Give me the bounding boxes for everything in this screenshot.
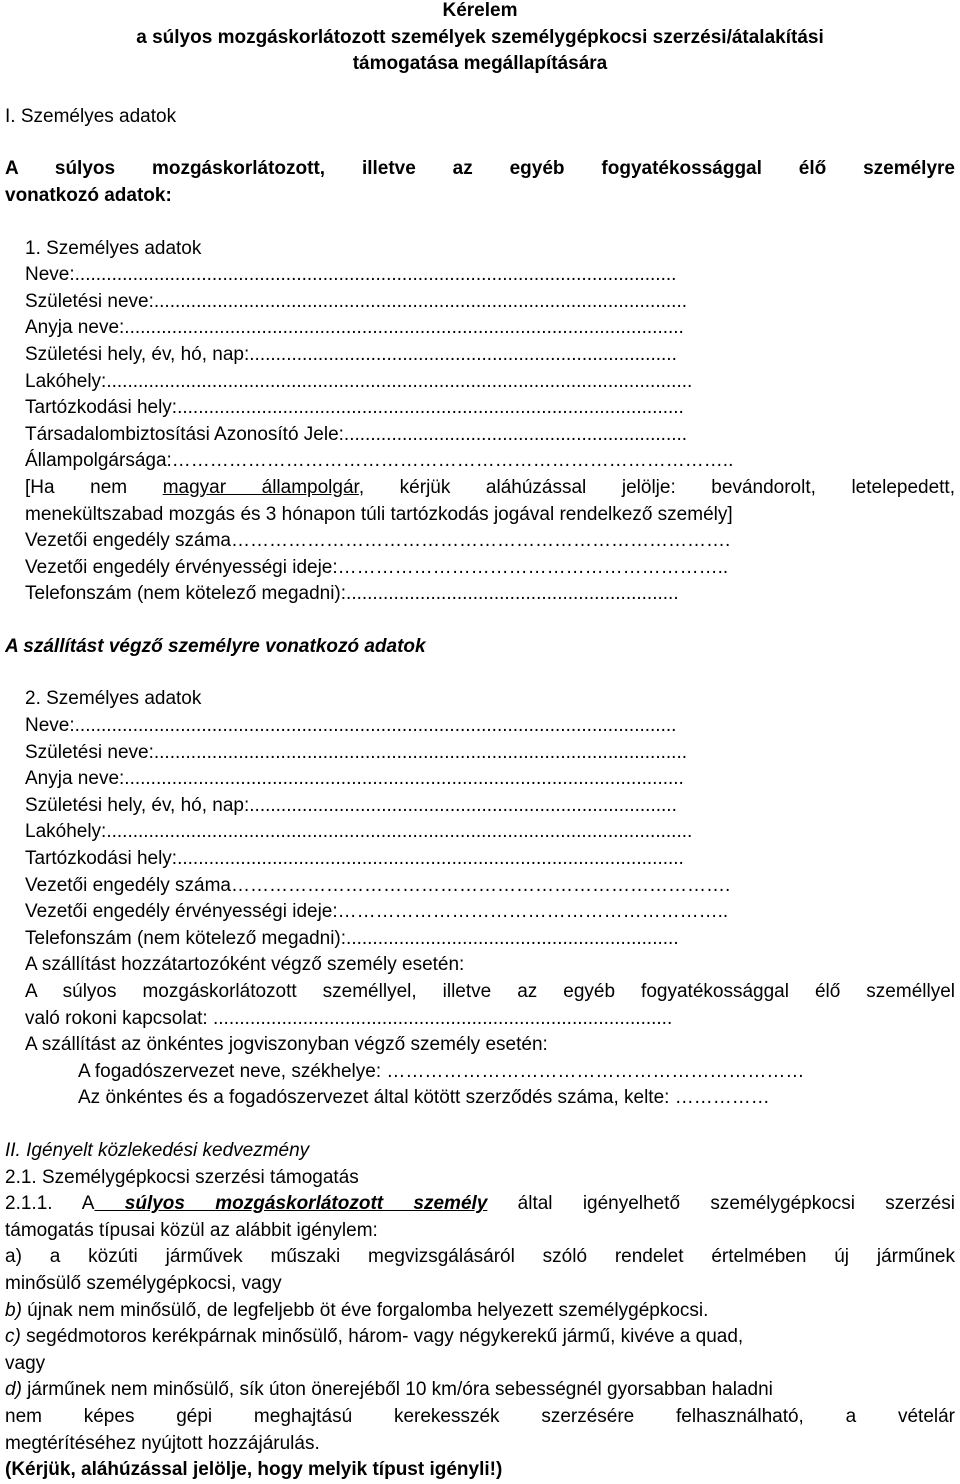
citizenship-note-line2: menekültszabad mozgás és 3 hónapon túli tartózkodás jogával rendelkező személy] <box>25 503 733 525</box>
transport-field-phone[interactable]: Telefonszám (nem kötelező megadni):............................................................... <box>25 927 679 949</box>
section2-paragraph-line1 <box>5 1191 955 1218</box>
option-b-text: újnak nem minősülő, de legfeljebb öt éve forgalomba helyezett személygépkocsi. <box>21 1299 709 1321</box>
field-contract-number-date[interactable]: Az önkéntes és a fogadószervezet által kötött szerződés száma, kelte: …………… <box>78 1087 770 1109</box>
section2-paragraph-line2: támogatás típusai közül az alábbit igénylem: <box>5 1219 378 1241</box>
p1-suffix: által igényelhető személygépkocsi szerzési <box>487 1193 955 1215</box>
option-d-label: d) <box>5 1379 22 1401</box>
option-c-line2[interactable]: vagy <box>5 1352 46 1374</box>
field-mother-name[interactable]: Anyja neve:.......................................................................................................... <box>25 317 684 339</box>
document-title: Kérelem <box>442 0 518 21</box>
field-social-security-id[interactable]: Társadalombiztosítási Azonosító Jele:................................................................. <box>25 423 688 445</box>
field-relationship[interactable]: való rokoni kapcsolat: ....................................................................................... <box>25 1007 673 1029</box>
field-license-validity[interactable]: Vezetői engedély érvényességi ideje:…………………………………………………….. <box>25 556 729 578</box>
transport-field-license-validity[interactable]: Vezetői engedély érvényességi ideje:…………………………………………………….. <box>25 901 729 923</box>
option-c[interactable] <box>5 1324 955 1351</box>
note-prefix: [Ha nem <box>25 476 163 498</box>
section1-intro-line2: vonatkozó adatok: <box>5 184 172 206</box>
transport-field-stay-address[interactable]: Tartózkodási hely:................................................................................................ <box>25 848 684 870</box>
transport-field-residence[interactable]: Lakóhely:............................................................................................................... <box>25 821 693 843</box>
spacer <box>5 210 955 236</box>
closing-instruction: (Kérjük, aláhúzással jelölje, hogy melyik típust igényli!) <box>5 1459 503 1481</box>
section1-subheading: 1. Személyes adatok <box>25 237 202 259</box>
transport-subheading: 2. Személyes adatok <box>25 688 202 710</box>
field-residence[interactable]: Lakóhely:............................................................................................................... <box>25 370 693 392</box>
document-subtitle-line1: a súlyos mozgáskorlátozott személyek személygépkocsi szerzési/átalakítási <box>136 26 824 48</box>
transport-field-birth-name[interactable]: Születési neve:..................................................................................................... <box>25 741 688 763</box>
option-c-text: segédmotoros kerékpárnak minősülő, három- vagy négykerekű jármű, kivéve a quad, <box>20 1326 744 1348</box>
option-a-line1[interactable]: a) a közúti járművek műszaki megvizsgálásáról szóló rendelet értelmében új járműnek <box>5 1246 955 1268</box>
option-d-text: járműnek nem minősülő, sík úton önerejéből 10 km/óra sebességnél gyorsabban haladni <box>21 1379 773 1401</box>
field-license-number[interactable]: Vezetői engedély száma……………………………………………………………………. <box>25 530 731 552</box>
option-b[interactable] <box>5 1298 955 1325</box>
note-suffix: , kérjük aláhúzással jelölje: bevándorolt, letelepedett, <box>358 476 955 498</box>
field-citizenship[interactable]: Állampolgársága:…………………………………………………………………………….. <box>25 450 734 472</box>
option-a-line2[interactable]: minősülő személygépkocsi, vagy <box>5 1272 282 1294</box>
p1-emphasis: súlyos mozgáskorlátozott személy <box>94 1193 488 1215</box>
spacer <box>5 78 955 104</box>
relative-line1: A súlyos mozgáskorlátozott személlyel, illetve az egyéb fogyatékossággal élő személlyel <box>25 981 955 1002</box>
spacer <box>5 660 955 686</box>
document-subtitle-line2: támogatása megállapítására <box>352 53 608 75</box>
document-page <box>5 0 955 1484</box>
transport-field-mother-name[interactable]: Anyja neve:.......................................................................................................... <box>25 768 684 790</box>
transport-section-heading: A szállítást végző személyre vonatkozó adatok <box>5 635 426 657</box>
note-underlined: magyar állampolgár <box>162 476 359 498</box>
transport-field-birth-place-date[interactable]: Születési hely, év, hó, nap:................................................................................. <box>25 794 677 816</box>
volunteer-heading: A szállítást az önkéntes jogviszonyban végző személy esetén: <box>25 1034 548 1056</box>
section2-heading: II. Igényelt közlekedési kedvezmény <box>5 1139 310 1161</box>
transport-field-name[interactable]: Neve:.................................................................................................................. <box>25 715 677 737</box>
field-phone[interactable]: Telefonszám (nem kötelező megadni):............................................................... <box>25 583 679 605</box>
p1-prefix: 2.1.1. A <box>5 1193 95 1215</box>
relative-heading: A szállítást hozzátartozóként végző személy esetén: <box>25 954 465 976</box>
option-b-label: b) <box>5 1299 22 1321</box>
spacer <box>5 1112 955 1138</box>
field-host-organization[interactable]: A fogadószervezet neve, székhelye: ………………………………………………………… <box>78 1060 805 1082</box>
section1-intro-line1: A súlyos mozgáskorlátozott, illetve az egyéb fogyatékossággal élő személyre <box>5 158 955 180</box>
field-stay-address[interactable]: Tartózkodási hely:................................................................................................ <box>25 397 684 419</box>
citizenship-note-line1 <box>5 475 955 502</box>
option-d[interactable] <box>5 1377 955 1404</box>
option-c-label: c) <box>5 1326 21 1348</box>
spacer <box>5 608 955 634</box>
option-d-line2[interactable]: nem képes gépi meghajtású kerekesszék szerzésére felhasználható, a vételár <box>5 1405 955 1427</box>
field-name[interactable]: Neve:.................................................................................................................. <box>25 264 677 286</box>
spacer <box>5 130 955 156</box>
option-d-line3[interactable]: megtérítéséhez nyújtott hozzájárulás. <box>5 1432 320 1454</box>
transport-field-license-number[interactable]: Vezetői engedély száma……………………………………………………………………. <box>25 874 731 896</box>
field-birth-place-date[interactable]: Születési hely, év, hó, nap:................................................................................. <box>25 343 677 365</box>
section2-subheading: 2.1. Személygépkocsi szerzési támogatás <box>5 1166 359 1188</box>
section1-heading: I. Személyes adatok <box>5 105 177 127</box>
field-birth-name[interactable]: Születési neve:..................................................................................................... <box>25 290 688 312</box>
